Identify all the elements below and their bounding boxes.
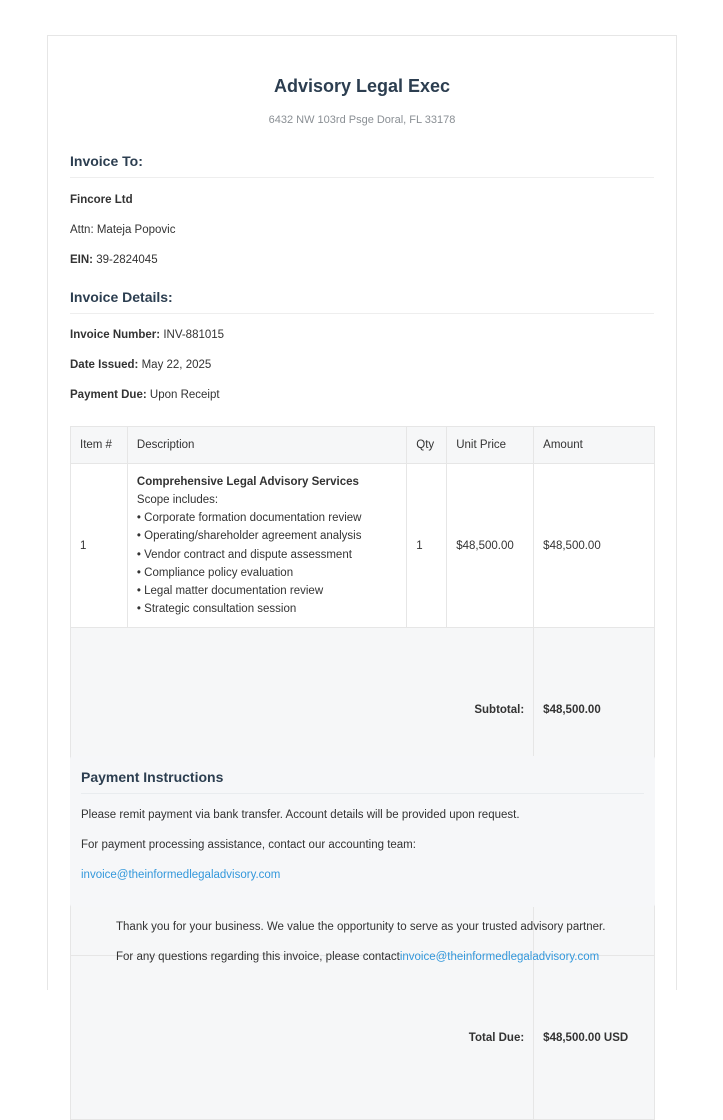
scope-line: • Corporate formation documentation review [136, 512, 362, 525]
payment-line-assistance: For payment processing assistance, contact our accounting team: [81, 839, 416, 851]
questions-prefix: For any questions regarding this invoice, please contact [116, 951, 400, 963]
date-issued-value: May 22, 2025 [141, 359, 212, 371]
header-unit-price: Unit Price [447, 427, 534, 464]
company-address: 6432 NW 103rd Psge Doral, FL 33178 [268, 114, 456, 126]
payment-line-bank-transfer: Please remit payment via bank transfer. Account details will be provided upon request. [81, 809, 520, 821]
date-issued-label: Date Issued: [70, 359, 139, 371]
scope-line: • Legal matter documentation review [136, 584, 324, 597]
invoice-page [47, 35, 677, 1044]
payment-instructions-box [70, 756, 655, 907]
invoice-number-label: Invoice Number: [70, 329, 161, 341]
invoice-number-value: INV-881015 [163, 329, 225, 341]
scope-line: • Compliance policy evaluation [136, 566, 294, 579]
payment-instructions-heading: Payment Instructions [81, 769, 644, 794]
client-ein [70, 254, 158, 266]
payment-due-label: Payment Due: [70, 389, 147, 401]
invoice-to-heading: Invoice To: [70, 153, 654, 178]
invoice-details-heading: Invoice Details: [70, 289, 654, 314]
ein-value: 39-2824045 [96, 254, 158, 266]
invoice-number [70, 329, 224, 341]
header-qty: Qty [407, 427, 447, 464]
scope-line: Scope includes: [136, 493, 219, 506]
scope-line: • Operating/shareholder agreement analysis [136, 530, 362, 543]
scope-line: • Vendor contract and dispute assessment [136, 548, 352, 561]
service-title: Comprehensive Legal Advisory Services [136, 475, 359, 488]
date-issued [70, 359, 211, 371]
header-amount: Amount [534, 427, 655, 464]
header-item-number: Item # [71, 427, 128, 464]
client-attn: Attn: Mateja Popovic [70, 224, 176, 236]
table-row [71, 464, 655, 628]
payment-email-link[interactable]: invoice@theinformedlegaladvisory.com [81, 869, 281, 881]
subtotal-label: Subtotal: [71, 628, 534, 792]
scope-line: • Strategic consultation session [136, 603, 297, 616]
amount-cell: $48,500.00 [534, 464, 655, 628]
unit-price-cell: $48,500.00 [447, 464, 534, 628]
client-name: Fincore Ltd [70, 194, 133, 206]
company-name: Advisory Legal Exec [273, 76, 451, 96]
payment-due [70, 389, 220, 401]
total-due-value: $48,500.00 USD [534, 956, 655, 1120]
header-description: Description [127, 427, 406, 464]
payment-due-value: Upon Receipt [149, 389, 220, 401]
item-number-cell: 1 [71, 464, 128, 628]
questions-note [116, 951, 599, 963]
ein-label: EIN: [70, 254, 93, 266]
total-due-label: Total Due: [71, 956, 534, 1120]
table-header-row [71, 427, 655, 464]
thank-you-note: Thank you for your business. We value the opportunity to serve as your trusted advisory partner. [116, 921, 606, 933]
description-cell [127, 464, 406, 628]
subtotal-value: $48,500.00 [534, 628, 655, 792]
footer-email-link[interactable]: invoice@theinformedlegaladvisory.com [399, 951, 600, 963]
qty-cell: 1 [407, 464, 447, 628]
total-due-row [71, 956, 655, 1120]
